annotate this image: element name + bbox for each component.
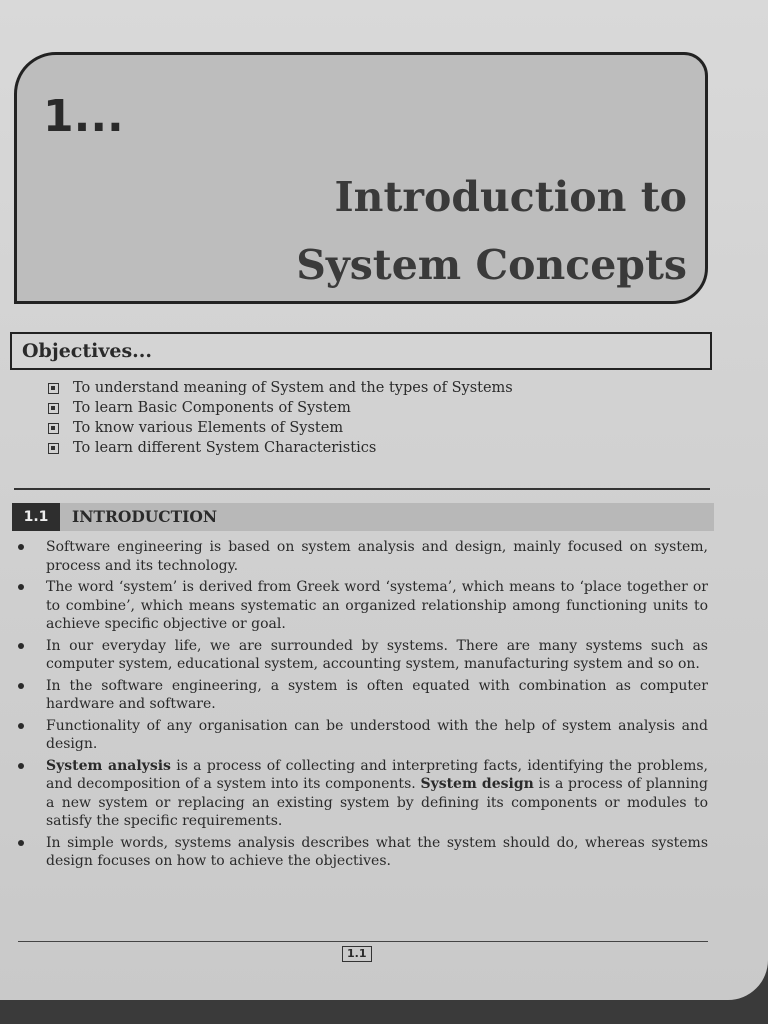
square-bullet-icon bbox=[48, 383, 59, 394]
paragraph-text: Functionality of any organisation can be understood with the help of system analysis and design. bbox=[46, 717, 708, 752]
square-bullet-icon bbox=[48, 443, 59, 454]
introduction-bullet-list bbox=[18, 538, 708, 874]
bullet-icon bbox=[18, 584, 24, 590]
chapter-title-line-2: System Concepts bbox=[296, 241, 687, 289]
square-bullet-icon bbox=[48, 403, 59, 414]
square-bullet-icon bbox=[48, 423, 59, 434]
paragraph-text: Software engineering is based on system analysis and design, mainly focused on system, process and its technology. bbox=[46, 539, 708, 574]
bullet-icon bbox=[18, 544, 24, 550]
section-heading-bar bbox=[12, 503, 714, 531]
objective-text: To know various Elements of System bbox=[73, 420, 344, 436]
list-item bbox=[18, 757, 708, 831]
section-number: 1.1 bbox=[12, 503, 60, 531]
objective-text: To learn different System Characteristics bbox=[73, 440, 377, 456]
objective-item bbox=[48, 438, 513, 458]
term-system-analysis: System analysis bbox=[46, 757, 171, 774]
paragraph-text: In simple words, systems analysis describes what the system should do, whereas systems design focuses on how to achieve the objectives. bbox=[46, 834, 708, 869]
list-item bbox=[18, 677, 708, 714]
chapter-number: 1... bbox=[43, 91, 124, 142]
objective-text: To understand meaning of System and the types of Systems bbox=[73, 380, 513, 396]
paragraph-text: In our everyday life, we are surrounded by systems. There are many systems such as computer system, educational system, accounting system, manufacturing system and so on. bbox=[46, 637, 708, 672]
page-number: 1.1 bbox=[342, 946, 372, 962]
bullet-icon bbox=[18, 683, 24, 689]
objective-text: To learn Basic Components of System bbox=[73, 400, 351, 416]
paragraph-text: is a process of collecting and interpreting facts, identifying the problems, and decomposition of a system into its components. bbox=[46, 757, 708, 792]
bullet-icon bbox=[18, 763, 24, 769]
objectives-list bbox=[48, 378, 513, 458]
bullet-icon bbox=[18, 643, 24, 649]
chapter-title-line-1: Introduction to bbox=[334, 173, 687, 221]
list-item bbox=[18, 717, 708, 754]
paragraph-text: In the software engineering, a system is often equated with combination as computer hardware and software. bbox=[46, 677, 708, 712]
footer-rule bbox=[18, 941, 708, 942]
bullet-icon bbox=[18, 723, 24, 729]
objectives-box bbox=[10, 332, 712, 370]
objective-item bbox=[48, 418, 513, 438]
chapter-heading-box bbox=[14, 52, 708, 304]
objective-item bbox=[48, 398, 513, 418]
section-title: INTRODUCTION bbox=[72, 507, 218, 526]
bullet-icon bbox=[18, 840, 24, 846]
list-item bbox=[18, 578, 708, 634]
objectives-title: Objectives... bbox=[22, 340, 153, 362]
list-item bbox=[18, 637, 708, 674]
list-item bbox=[18, 834, 708, 871]
section-divider bbox=[14, 488, 710, 490]
objective-item bbox=[48, 378, 513, 398]
list-item bbox=[18, 538, 708, 575]
paragraph-text: is a process of planning a new system or replacing an existing system by defining its components or modules to satisfy the specific requirements. bbox=[46, 776, 709, 829]
chapter-title bbox=[296, 163, 687, 299]
paragraph-text: The word ‘system’ is derived from Greek word ‘systema’, which means to ‘place together or to combine’, which means systematic an organized relationship among functioning units to achieve specific objective or goal. bbox=[46, 579, 708, 632]
term-system-design: System design bbox=[420, 776, 534, 792]
